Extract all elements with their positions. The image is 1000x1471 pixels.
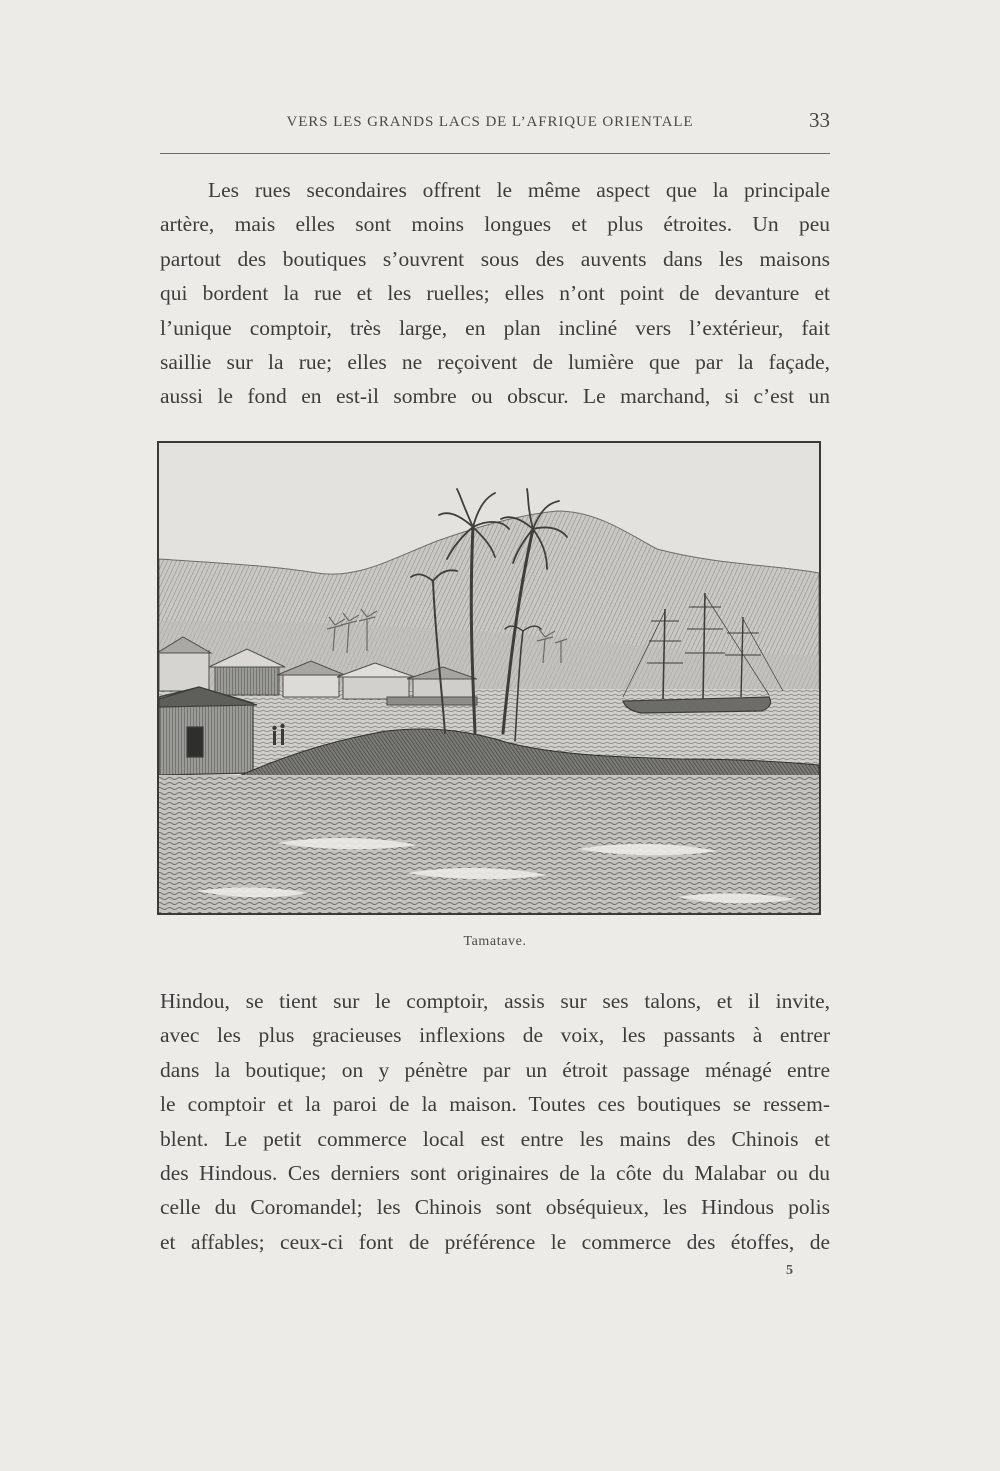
text-line: dans la boutique; on y pénètre par un étroit passage ménagé entre — [160, 1057, 830, 1082]
text-line: qui bordent la rue et les ruelles; elles n’ont point de devanture et — [160, 281, 830, 306]
text-line: le comptoir et la paroi de la maison. Toutes ces boutiques se ressem- — [160, 1092, 830, 1117]
engraving-tamatave — [157, 441, 821, 915]
page-number: 33 — [809, 108, 830, 132]
text-line: blent. Le petit commerce local est entre les mains des Chinois et — [160, 1126, 830, 1151]
text-line: celle du Coromandel; les Chinois sont obséquieux, les Hindous polis — [160, 1195, 830, 1220]
figure-caption: Tamatave. — [463, 934, 527, 949]
text-line: saillie sur la rue; elles ne reçoivent de lumière que par la façade, — [160, 349, 830, 374]
text-line: des Hindous. Ces derniers sont originaires de la côte du Malabar ou du — [160, 1160, 830, 1185]
paragraph-after-figure — [160, 984, 830, 1259]
paragraph-before-figure — [160, 173, 830, 414]
header-rule — [160, 153, 830, 154]
signature-mark: 5 — [786, 1263, 793, 1278]
text-line: artère, mais elles sont moins longues et plus étroites. Un peu — [160, 212, 830, 237]
text-line: avec les plus gracieuses inflexions de voix, les passants à entrer — [160, 1023, 830, 1048]
running-title: VERS LES GRANDS LACS DE L’AFRIQUE ORIENTALE — [286, 114, 694, 130]
text-line: aussi le fond en est-il sombre ou obscur. Le marchand, si c’est un — [160, 384, 830, 409]
running-head — [160, 108, 830, 138]
text-line: Les rues secondaires offrent le même aspect que la principale — [208, 178, 830, 202]
text-line: partout des boutiques s’ouvrent sous des auvents dans les maisons — [160, 246, 830, 271]
text-line: Hindou, se tient sur le comptoir, assis sur ses talons, et il invite, — [160, 989, 830, 1013]
text-line: et affables; ceux-ci font de préférence le commerce des étoffes, de — [160, 1229, 830, 1254]
text-line: l’unique comptoir, très large, en plan incliné vers l’extérieur, fait — [160, 315, 830, 340]
warehouse — [159, 687, 257, 775]
